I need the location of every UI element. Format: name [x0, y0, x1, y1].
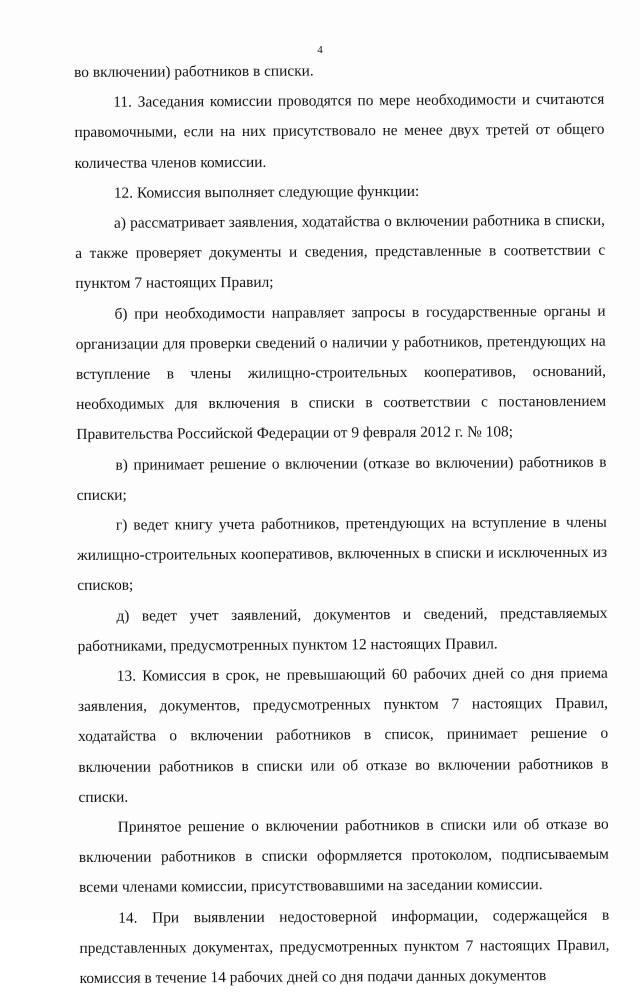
paragraph-item-13-decision: Принятое решение о включении работников в списки или об отказе во включении работников в списки оформляется протоколом, подписываемым всеми членами комиссии, присутствовавшими на заседании комиссии.: [78, 815, 609, 897]
paragraph-item-13: 13. Комиссия в срок, не превышающий 60 рабочих дней со дня приема заявления, документов, предусмотренных пунктом 7 настоящих Правил, ходатайства о включении работников в список, принимает решение о включении работников в списки или об отказе во включении работников в списки.: [77, 664, 609, 806]
paragraph-item-14: 14. При выявлении недостоверной информации, содержащейся в представленных документах, предусмотренных пунктом 7 настоящих Правил, комиссия в течение 14 рабочих дней со дня подачи данных документов: [79, 906, 610, 988]
paragraph-continuation: во включении) работников в списки.: [74, 62, 314, 81]
paragraph-item-11: 11. Заседания комиссии проводятся по мере необходимости и считаются правомочными, если на них присутствовало не менее двух третей от общего количества членов комиссии.: [74, 90, 605, 172]
paragraph-subitem-v: в) принимает решение о включении (отказе во включении) работников в списки;: [76, 453, 607, 504]
paragraph-subitem-d: д) ведет учет заявлений, документов и сведений, представляемых работниками, предусмотренных пунктом 12 настоящих Правил.: [77, 604, 608, 655]
paragraph-subitem-b: б) при необходимости направляет запросы в государственные органы и организации для проверки сведений о наличии у работников, претендующих на вступление в члены жилищно-строительных кооперативов, оснований, необходимых для включения в списки в соответствии с постановлением Правительства Российской Федерации от 9 февраля 2012 г. № 108;: [75, 302, 607, 444]
paragraph-item-12: 12. Комиссия выполняет следующие функции:: [113, 182, 420, 202]
page-number: 4: [317, 44, 323, 56]
paragraph-subitem-g: г) ведет книгу учета работников, претендующих на вступление в члены жилищно-строительных кооперативов, включенных в списки и исключенных из списков;: [76, 513, 608, 595]
document-body: [74, 55, 610, 994]
paragraph-subitem-a: а) рассматривает заявления, ходатайства о включении работника в списки, а также проверяет документы и сведения, представленные в соответствии с пунктом 7 настоящих Правил;: [75, 211, 606, 293]
